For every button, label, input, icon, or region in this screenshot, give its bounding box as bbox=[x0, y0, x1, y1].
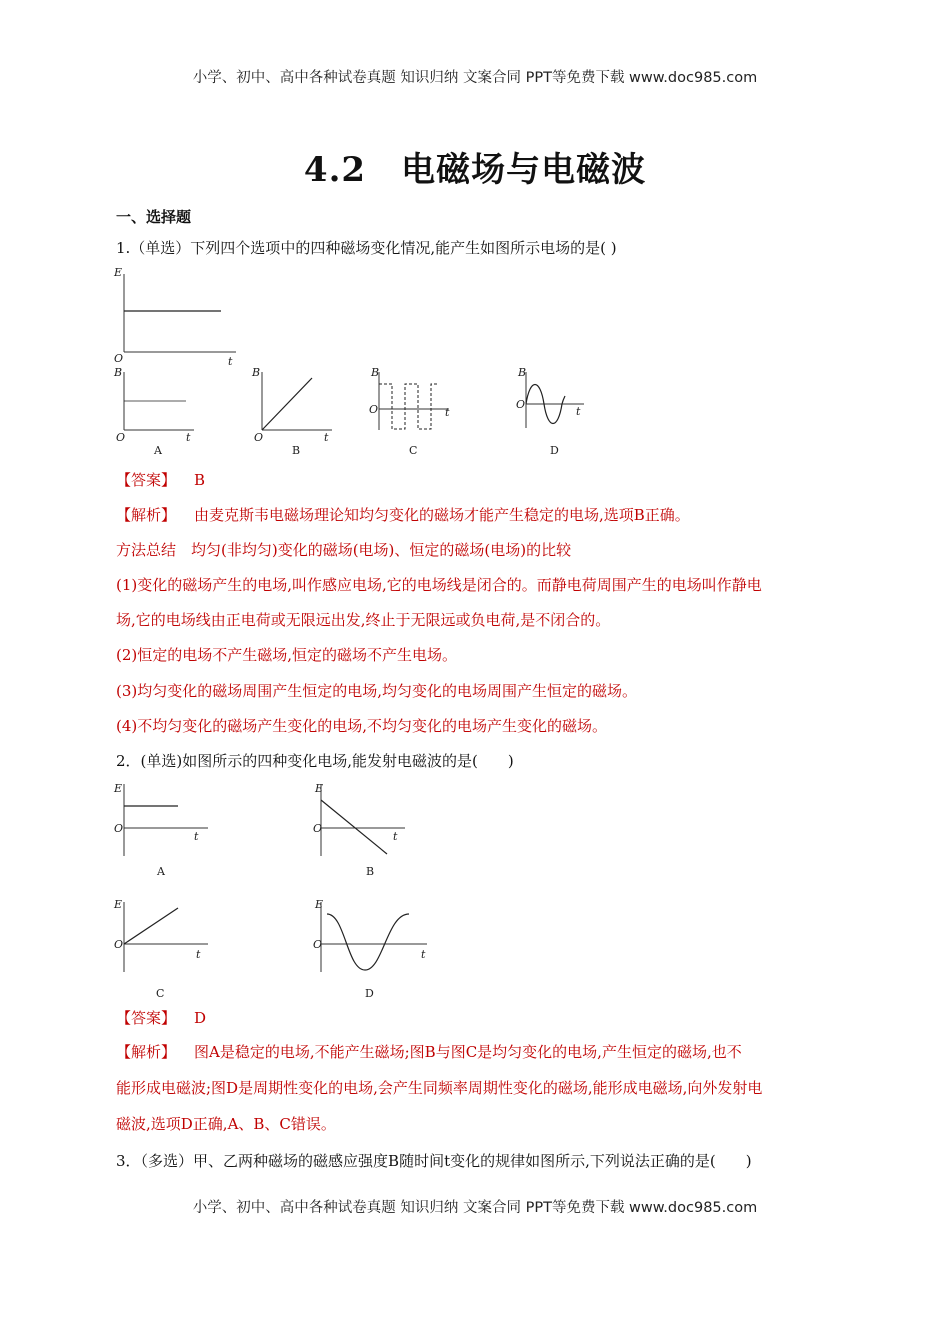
q3-stem: 3．（多选）甲、乙两种磁场的磁感应强度B随时间t变化的规律如图所示,下列说法正确的是( ) bbox=[116, 1152, 752, 1170]
analysis-tag: 【解析】 bbox=[116, 506, 177, 524]
option-label: D bbox=[550, 444, 559, 457]
svg-text:t: t bbox=[186, 431, 191, 444]
svg-text:E: E bbox=[315, 898, 324, 911]
e-periodic-curve bbox=[327, 914, 409, 970]
svg-text:E: E bbox=[315, 782, 324, 795]
q1-summary-1a: (1)变化的磁场产生的电场,叫作感应电场,它的电场线是闭合的。而静电荷周围产生的电场叫作静电 bbox=[116, 576, 762, 594]
svg-text:O: O bbox=[369, 403, 379, 416]
svg-text:O: O bbox=[116, 431, 126, 444]
q2-option-b-graph bbox=[305, 778, 415, 880]
q2-option-a-graph bbox=[108, 778, 218, 880]
origin-label: O bbox=[114, 352, 124, 365]
option-label: A bbox=[154, 444, 162, 457]
svg-text:O: O bbox=[254, 431, 264, 444]
q2-answer bbox=[116, 1008, 206, 1028]
option-label: C bbox=[156, 987, 165, 1000]
q1-option-b-graph bbox=[246, 364, 341, 459]
analysis-tag: 【解析】 bbox=[116, 1043, 177, 1061]
analysis-text: 图A是稳定的电场,不能产生磁场;图B与图C是均匀变化的电场,产生恒定的磁场,也不 bbox=[194, 1043, 742, 1061]
svg-text:O: O bbox=[313, 938, 323, 951]
page-header: 小学、初中、高中各种试卷真题 知识归纳 文案合同 PPT等免费下载 www.doc985.com bbox=[192, 70, 758, 86]
e-rising-line bbox=[124, 908, 178, 944]
q1-option-c-graph bbox=[365, 364, 460, 459]
answer-value: B bbox=[194, 471, 206, 489]
x-label: t bbox=[228, 355, 233, 368]
svg-text:B: B bbox=[114, 366, 123, 379]
svg-text:t: t bbox=[324, 431, 329, 444]
q2-analysis bbox=[116, 1042, 742, 1062]
option-label: B bbox=[292, 444, 301, 457]
q1-answer bbox=[116, 470, 205, 490]
svg-text:E: E bbox=[114, 782, 123, 795]
q1-summary-1b: 场,它的电场线由正电荷或无限远出发,终止于无限远或负电荷,是不闭合的。 bbox=[116, 611, 611, 629]
q2-stem: 2．(单选)如图所示的四种变化电场,能发射电磁波的是( ) bbox=[116, 752, 514, 770]
svg-text:O: O bbox=[516, 398, 526, 411]
answer-tag: 【答案】 bbox=[116, 471, 177, 489]
answer-value: D bbox=[194, 1009, 207, 1027]
q1-stem: 1.（单选）下列四个选项中的四种磁场变化情况,能产生如图所示电场的是( ) bbox=[116, 239, 617, 257]
page-footer: 小学、初中、高中各种试卷真题 知识归纳 文案合同 PPT等免费下载 www.doc985.com bbox=[192, 1200, 758, 1216]
section-heading: 一、选择题 bbox=[116, 208, 192, 226]
svg-text:B: B bbox=[252, 366, 261, 379]
svg-text:t: t bbox=[421, 948, 426, 961]
q1-summary-title: 方法总结 均匀(非均匀)变化的磁场(电场)、恒定的磁场(电场)的比较 bbox=[116, 541, 572, 559]
q1-summary-2: (2)恒定的电场不产生磁场,恒定的磁场不产生电场。 bbox=[116, 646, 458, 664]
q2-option-d-graph bbox=[305, 896, 435, 1001]
option-label: B bbox=[366, 865, 375, 878]
svg-text:t: t bbox=[445, 406, 450, 419]
svg-text:t: t bbox=[194, 830, 199, 843]
q1-main-graph bbox=[108, 266, 243, 368]
page-title: 4.2 电磁场与电磁波 bbox=[303, 150, 647, 190]
svg-text:O: O bbox=[313, 822, 323, 835]
svg-text:t: t bbox=[576, 405, 581, 418]
q2-analysis-line3: 磁波,选项D正确,A、B、C错误。 bbox=[116, 1115, 336, 1133]
e-falling-line bbox=[321, 800, 387, 854]
svg-text:t: t bbox=[393, 830, 398, 843]
q1-summary-4: (4)不均匀变化的磁场产生变化的电场,不均匀变化的电场产生变化的磁场。 bbox=[116, 717, 608, 735]
q1-summary-3: (3)均匀变化的磁场周围产生恒定的电场,均匀变化的电场周围产生恒定的磁场。 bbox=[116, 682, 638, 700]
q1-option-d-graph bbox=[510, 364, 605, 459]
svg-text:O: O bbox=[114, 822, 124, 835]
q1-analysis bbox=[116, 505, 690, 525]
analysis-text: 由麦克斯韦电磁场理论知均匀变化的磁场才能产生稳定的电场,选项B正确。 bbox=[194, 506, 690, 524]
q2-analysis-line2: 能形成电磁波;图D是周期性变化的电场,会产生同频率周期性变化的磁场,能形成电磁场,向外发射电 bbox=[116, 1079, 763, 1097]
y-label: E bbox=[114, 266, 123, 279]
option-label: D bbox=[365, 987, 374, 1000]
option-label: C bbox=[409, 444, 418, 457]
svg-text:B: B bbox=[518, 366, 527, 379]
svg-text:O: O bbox=[114, 938, 124, 951]
answer-tag: 【答案】 bbox=[116, 1009, 177, 1027]
q2-option-c-graph bbox=[108, 896, 218, 1001]
svg-text:t: t bbox=[196, 948, 201, 961]
option-label: A bbox=[157, 865, 165, 878]
q1-option-a-graph bbox=[108, 364, 203, 459]
svg-text:E: E bbox=[114, 898, 123, 911]
svg-text:B: B bbox=[371, 366, 380, 379]
b-rising-line bbox=[262, 378, 312, 430]
b-square-wave bbox=[379, 384, 437, 429]
